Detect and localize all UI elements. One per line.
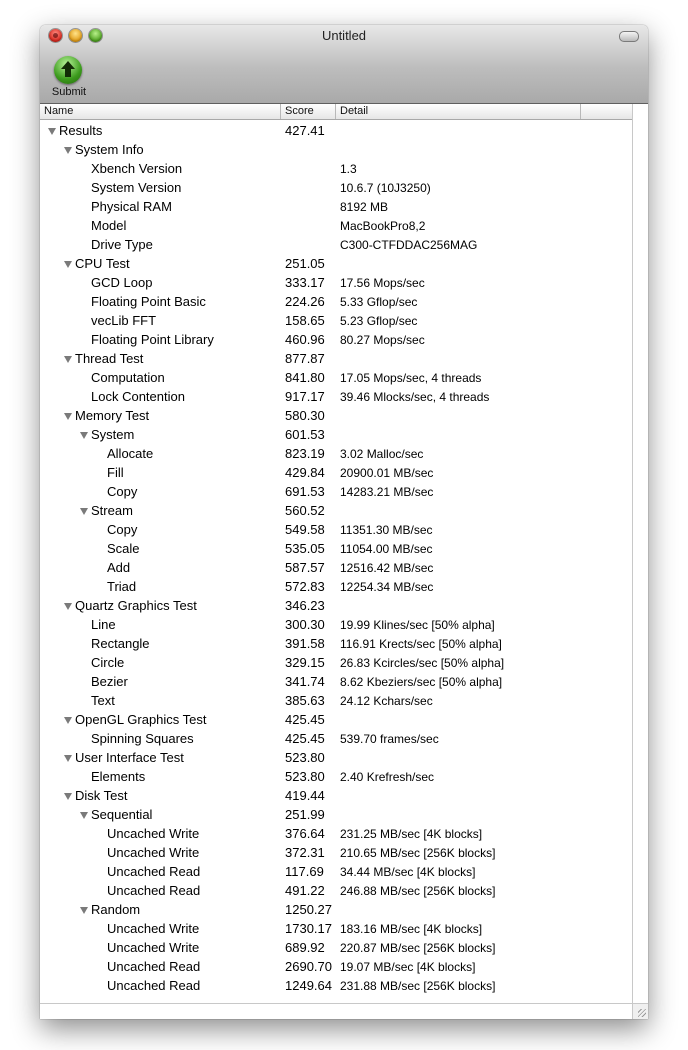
row-detail: 20900.01 MB/sec (340, 466, 434, 480)
row-detail: 5.33 Gflop/sec (340, 295, 418, 309)
table-row[interactable] (40, 900, 632, 919)
row-name: Lock Contention (91, 389, 185, 404)
row-name: Model (91, 218, 127, 233)
table-row[interactable] (40, 653, 632, 672)
name-cell (40, 674, 281, 691)
horizontal-scrollbar[interactable] (40, 1003, 632, 1019)
table-row[interactable] (40, 805, 632, 824)
name-cell (40, 503, 281, 520)
table-row[interactable] (40, 121, 632, 140)
table-row[interactable] (40, 482, 632, 501)
table-row[interactable] (40, 672, 632, 691)
table-row[interactable] (40, 596, 632, 615)
table-row[interactable] (40, 178, 632, 197)
column-header-row (40, 104, 632, 120)
table-row[interactable] (40, 292, 632, 311)
disclosure-triangle-icon[interactable] (64, 755, 72, 762)
table-row[interactable] (40, 881, 632, 900)
table-row[interactable] (40, 919, 632, 938)
row-name: Quartz Graphics Test (75, 598, 197, 613)
row-score: 300.30 (285, 617, 325, 632)
column-header-name[interactable]: Name (40, 104, 281, 119)
row-name: Spinning Squares (91, 731, 194, 746)
row-name: Uncached Read (107, 864, 201, 879)
name-cell (40, 237, 281, 254)
row-score: 427.41 (285, 123, 325, 138)
row-score: 2690.70 (285, 959, 332, 974)
table-row[interactable] (40, 976, 632, 995)
row-name: Uncached Read (107, 883, 201, 898)
table-row[interactable] (40, 311, 632, 330)
submit-label: Submit (51, 86, 87, 98)
row-name: Results (59, 123, 103, 138)
row-score: 1249.64 (285, 978, 332, 993)
row-name: Add (107, 560, 131, 575)
name-cell (40, 332, 281, 349)
row-detail: 10.6.7 (10J3250) (340, 181, 431, 195)
disclosure-triangle-icon[interactable] (48, 128, 56, 135)
name-cell (40, 256, 281, 273)
table-row[interactable] (40, 938, 632, 957)
row-score: 877.87 (285, 351, 325, 366)
disclosure-triangle-icon[interactable] (64, 147, 72, 154)
row-name: Drive Type (91, 237, 153, 252)
row-score: 251.05 (285, 256, 325, 271)
row-name: Floating Point Basic (91, 294, 206, 309)
name-cell (40, 845, 281, 862)
name-cell (40, 351, 281, 368)
green-up-arrow-icon (54, 56, 82, 84)
row-score: 587.57 (285, 560, 325, 575)
table-row[interactable] (40, 843, 632, 862)
toolbar (40, 25, 648, 104)
name-cell (40, 807, 281, 824)
column-header-empty (581, 104, 632, 119)
name-cell (40, 617, 281, 634)
table-row[interactable] (40, 197, 632, 216)
row-name: Rectangle (91, 636, 150, 651)
disclosure-triangle-icon[interactable] (80, 907, 88, 914)
table-row[interactable] (40, 710, 632, 729)
table-row[interactable] (40, 539, 632, 558)
row-detail: 34.44 MB/sec [4K blocks] (340, 865, 476, 879)
row-detail: 220.87 MB/sec [256K blocks] (340, 941, 496, 955)
row-name: Text (91, 693, 115, 708)
row-score: 689.92 (285, 940, 325, 955)
table-row[interactable] (40, 330, 632, 349)
row-detail: 39.46 Mlocks/sec, 4 threads (340, 390, 490, 404)
table-row[interactable] (40, 159, 632, 178)
toolbar-toggle-button[interactable] (619, 31, 639, 42)
row-detail: C300-CTFDDAC256MAG (340, 238, 478, 252)
table-row[interactable] (40, 577, 632, 596)
name-cell (40, 123, 281, 140)
row-name: Bezier (91, 674, 128, 689)
row-detail: 5.23 Gflop/sec (340, 314, 418, 328)
row-name: Line (91, 617, 116, 632)
row-score: 601.53 (285, 427, 325, 442)
row-score: 917.17 (285, 389, 325, 404)
row-detail: 12516.42 MB/sec (340, 561, 434, 575)
name-cell (40, 560, 281, 577)
xbench-window (40, 25, 648, 1019)
name-cell (40, 750, 281, 767)
window-title: Untitled (321, 28, 367, 43)
row-name: Copy (107, 522, 138, 537)
disclosure-triangle-icon[interactable] (80, 508, 88, 515)
row-detail: 14283.21 MB/sec (340, 485, 434, 499)
row-score: 224.26 (285, 294, 325, 309)
table-row[interactable] (40, 444, 632, 463)
row-detail: 12254.34 MB/sec (340, 580, 434, 594)
disclosure-triangle-icon[interactable] (80, 432, 88, 439)
row-name: Xbench Version (91, 161, 183, 176)
row-score: 419.44 (285, 788, 325, 803)
row-name: Thread Test (75, 351, 144, 366)
row-name: Scale (107, 541, 140, 556)
name-cell (40, 883, 281, 900)
row-score: 560.52 (285, 503, 325, 518)
row-name: User Interface Test (75, 750, 184, 765)
row-score: 523.80 (285, 769, 325, 784)
row-score: 391.58 (285, 636, 325, 651)
row-detail: 116.91 Krects/sec [50% alpha] (340, 637, 502, 651)
row-score: 841.80 (285, 370, 325, 385)
row-detail: 11054.00 MB/sec (340, 542, 433, 556)
row-name: Fill (107, 465, 124, 480)
row-name: Uncached Write (107, 940, 200, 955)
disclosure-triangle-icon[interactable] (64, 793, 72, 800)
table-row[interactable] (40, 691, 632, 710)
row-detail: 246.88 MB/sec [256K blocks] (340, 884, 496, 898)
vertical-scrollbar[interactable] (632, 104, 648, 1003)
row-score: 372.31 (285, 845, 325, 860)
name-cell (40, 636, 281, 653)
row-name: Memory Test (75, 408, 150, 423)
table-row[interactable] (40, 254, 632, 273)
row-detail: 17.05 Mops/sec, 4 threads (340, 371, 482, 385)
row-name: Elements (91, 769, 146, 784)
submit-button[interactable] (46, 53, 92, 99)
row-detail: 210.65 MB/sec [256K blocks] (340, 846, 496, 860)
name-cell (40, 427, 281, 444)
row-score: 333.17 (285, 275, 325, 290)
disclosure-triangle-icon[interactable] (64, 413, 72, 420)
name-cell (40, 864, 281, 881)
row-name: Uncached Read (107, 959, 201, 974)
row-name: System Version (91, 180, 182, 195)
name-cell (40, 940, 281, 957)
name-cell (40, 769, 281, 786)
row-name: Uncached Write (107, 826, 200, 841)
row-score: 385.63 (285, 693, 325, 708)
name-cell (40, 541, 281, 558)
row-score: 823.19 (285, 446, 325, 461)
table-row[interactable] (40, 558, 632, 577)
row-score: 535.05 (285, 541, 325, 556)
column-header-detail[interactable]: Detail (336, 104, 581, 119)
name-cell (40, 389, 281, 406)
row-score: 341.74 (285, 674, 325, 689)
name-cell (40, 313, 281, 330)
row-detail: 2.40 Krefresh/sec (340, 770, 435, 784)
name-cell (40, 370, 281, 387)
row-score: 572.83 (285, 579, 325, 594)
name-cell (40, 579, 281, 596)
row-name: CPU Test (75, 256, 130, 271)
row-name: GCD Loop (91, 275, 153, 290)
row-name: Floating Point Library (91, 332, 214, 347)
row-score: 523.80 (285, 750, 325, 765)
name-cell (40, 921, 281, 938)
row-detail: 17.56 Mops/sec (340, 276, 425, 290)
row-detail: MacBookPro8,2 (340, 219, 426, 233)
row-detail: 231.88 MB/sec [256K blocks] (340, 979, 496, 993)
table-row[interactable] (40, 634, 632, 653)
name-cell (40, 522, 281, 539)
table-row[interactable] (40, 748, 632, 767)
row-score: 460.96 (285, 332, 325, 347)
name-cell (40, 180, 281, 197)
table-row[interactable] (40, 140, 632, 159)
row-detail: 26.83 Kcircles/sec [50% alpha] (340, 656, 505, 670)
row-detail: 19.07 MB/sec [4K blocks] (340, 960, 476, 974)
row-detail: 8192 MB (340, 200, 389, 214)
row-detail: 24.12 Kchars/sec (340, 694, 433, 708)
row-score: 158.65 (285, 313, 325, 328)
table-row[interactable] (40, 425, 632, 444)
table-row[interactable] (40, 862, 632, 881)
row-name: Computation (91, 370, 165, 385)
table-row[interactable] (40, 463, 632, 482)
row-score: 329.15 (285, 655, 325, 670)
table-row[interactable] (40, 786, 632, 805)
row-detail: 3.02 Malloc/sec (340, 447, 424, 461)
name-cell (40, 218, 281, 235)
disclosure-triangle-icon[interactable] (64, 356, 72, 363)
row-name: Disk Test (75, 788, 128, 803)
row-score: 425.45 (285, 712, 325, 727)
row-name: Allocate (107, 446, 154, 461)
row-name: OpenGL Graphics Test (75, 712, 207, 727)
name-cell (40, 484, 281, 501)
row-name: System (91, 427, 135, 442)
row-name: Physical RAM (91, 199, 172, 214)
row-detail: 231.25 MB/sec [4K blocks] (340, 827, 483, 841)
row-name: Copy (107, 484, 138, 499)
row-detail: 1.3 (340, 162, 357, 176)
name-cell (40, 655, 281, 672)
table-row[interactable] (40, 501, 632, 520)
name-cell (40, 959, 281, 976)
row-score: 549.58 (285, 522, 325, 537)
row-detail: 11351.30 MB/sec (340, 523, 433, 537)
name-cell (40, 465, 281, 482)
name-cell (40, 199, 281, 216)
name-cell (40, 598, 281, 615)
row-name: Uncached Write (107, 921, 200, 936)
row-score: 691.53 (285, 484, 325, 499)
row-name: vecLib FFT (91, 313, 157, 328)
disclosure-triangle-icon[interactable] (64, 603, 72, 610)
name-cell (40, 731, 281, 748)
row-name: Uncached Write (107, 845, 200, 860)
disclosure-triangle-icon[interactable] (64, 261, 72, 268)
disclosure-triangle-icon[interactable] (80, 812, 88, 819)
row-name: Stream (91, 503, 133, 518)
row-name: Random (91, 902, 141, 917)
name-cell (40, 826, 281, 843)
table-row[interactable] (40, 615, 632, 634)
table-row[interactable] (40, 273, 632, 292)
table-row[interactable] (40, 520, 632, 539)
table-row[interactable] (40, 957, 632, 976)
table-row[interactable] (40, 368, 632, 387)
table-row[interactable] (40, 729, 632, 748)
name-cell (40, 161, 281, 178)
disclosure-triangle-icon[interactable] (64, 717, 72, 724)
row-detail: 19.99 Klines/sec [50% alpha] (340, 618, 495, 632)
results-outline (40, 121, 632, 995)
row-score: 117.69 (285, 864, 324, 879)
row-score: 1250.27 (285, 902, 332, 917)
row-name: Triad (107, 579, 137, 594)
row-score: 1730.17 (285, 921, 332, 936)
name-cell (40, 142, 281, 159)
resize-grip-icon[interactable] (632, 1003, 648, 1019)
row-score: 425.45 (285, 731, 325, 746)
row-score: 346.23 (285, 598, 325, 613)
row-detail: 539.70 frames/sec (340, 732, 439, 746)
name-cell (40, 978, 281, 995)
row-name: System Info (75, 142, 144, 157)
row-detail: 183.16 MB/sec [4K blocks] (340, 922, 483, 936)
table-row[interactable] (40, 216, 632, 235)
row-score: 429.84 (285, 465, 325, 480)
row-score: 491.22 (285, 883, 325, 898)
table-row[interactable] (40, 235, 632, 254)
name-cell (40, 693, 281, 710)
name-cell (40, 712, 281, 729)
row-score: 580.30 (285, 408, 325, 423)
table-row[interactable] (40, 349, 632, 368)
name-cell (40, 446, 281, 463)
row-score: 376.64 (285, 826, 325, 841)
name-cell (40, 294, 281, 311)
row-detail: 8.62 Kbeziers/sec [50% alpha] (340, 675, 503, 689)
table-row[interactable] (40, 387, 632, 406)
row-name: Circle (91, 655, 125, 670)
table-row[interactable] (40, 767, 632, 786)
row-name: Sequential (91, 807, 153, 822)
row-name: Uncached Read (107, 978, 201, 993)
table-row[interactable] (40, 824, 632, 843)
name-cell (40, 902, 281, 919)
name-cell (40, 788, 281, 805)
name-cell (40, 408, 281, 425)
table-row[interactable] (40, 406, 632, 425)
column-header-score[interactable]: Score (281, 104, 336, 119)
name-cell (40, 275, 281, 292)
row-score: 251.99 (285, 807, 325, 822)
row-detail: 80.27 Mops/sec (340, 333, 425, 347)
